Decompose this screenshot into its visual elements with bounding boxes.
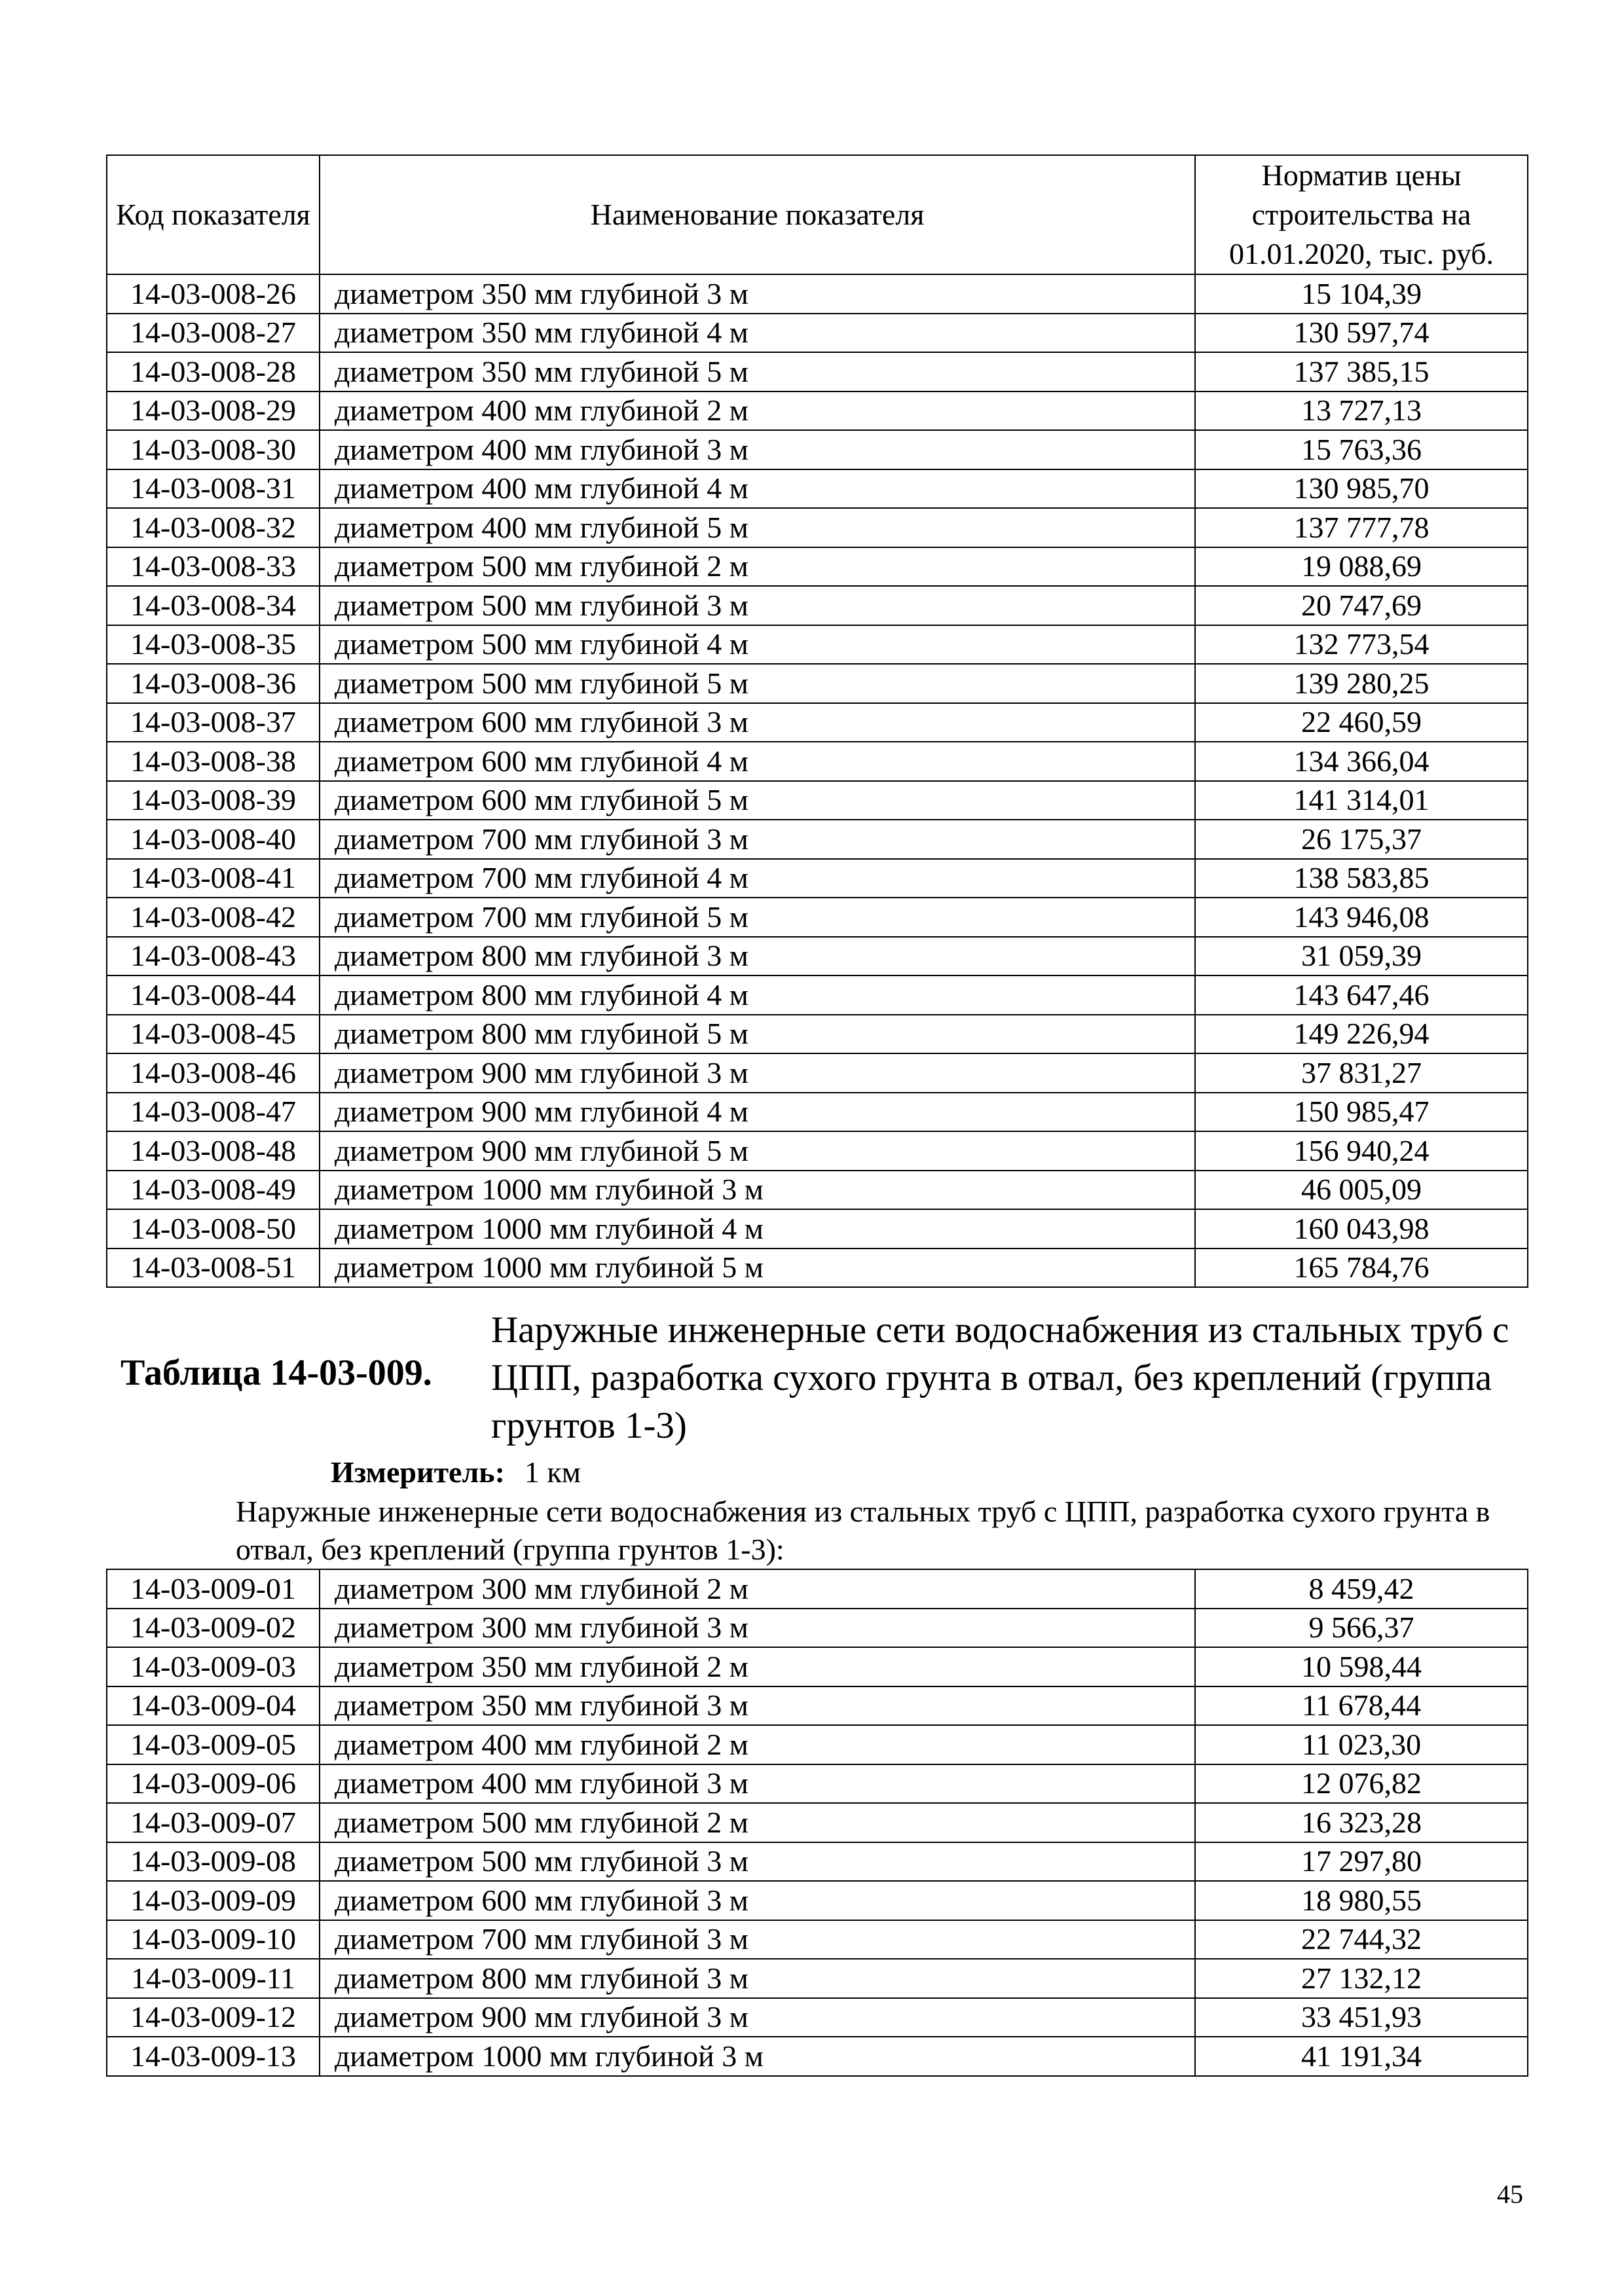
- row-name: диаметром 1000 мм глубиной 3 м: [320, 2037, 1195, 2076]
- table-row: [107, 1803, 1528, 1842]
- table-row: [107, 742, 1528, 781]
- table-row: [107, 1609, 1528, 1648]
- row-name: диаметром 900 мм глубиной 3 м: [320, 1998, 1195, 2037]
- table-row: [107, 1842, 1528, 1882]
- row-code: 14-03-009-11: [107, 1959, 320, 1998]
- measure-label: Измеритель:: [331, 1455, 505, 1489]
- table-row: [107, 2037, 1528, 2076]
- row-code: 14-03-008-35: [107, 625, 320, 665]
- row-code: 14-03-009-07: [107, 1803, 320, 1842]
- row-code: 14-03-008-36: [107, 664, 320, 703]
- row-name: диаметром 500 мм глубиной 2 м: [320, 1803, 1195, 1842]
- row-name: диаметром 400 мм глубиной 3 м: [320, 430, 1195, 469]
- row-name: диаметром 600 мм глубиной 3 м: [320, 703, 1195, 742]
- table-row: [107, 1209, 1528, 1248]
- row-code: 14-03-008-28: [107, 352, 320, 392]
- row-price: 139 280,25: [1195, 664, 1528, 703]
- row-code: 14-03-009-05: [107, 1725, 320, 1764]
- row-code: 14-03-009-03: [107, 1647, 320, 1686]
- table-row: [107, 937, 1528, 976]
- row-price: 27 132,12: [1195, 1959, 1528, 1998]
- row-price: 11 678,44: [1195, 1686, 1528, 1726]
- header-name: Наименование показателя: [320, 155, 1195, 274]
- table-row: [107, 1171, 1528, 1210]
- row-name: диаметром 350 мм глубиной 3 м: [320, 274, 1195, 314]
- row-name: диаметром 500 мм глубиной 4 м: [320, 625, 1195, 665]
- row-price: 46 005,09: [1195, 1171, 1528, 1210]
- row-code: 14-03-009-12: [107, 1998, 320, 2037]
- table-row: [107, 1959, 1528, 1998]
- row-code: 14-03-008-40: [107, 820, 320, 859]
- row-name: диаметром 600 мм глубиной 4 м: [320, 742, 1195, 781]
- table-caption-title: Наружные инженерные сети водоснабжения из стальных труб с ЦПП, разработка сухого грунта в отвал, без креплений (группа грунтов 1-3): [491, 1309, 1509, 1446]
- row-price: 13 727,13: [1195, 392, 1528, 431]
- row-code: 14-03-008-30: [107, 430, 320, 469]
- table-row: [107, 625, 1528, 665]
- row-code: 14-03-008-48: [107, 1131, 320, 1171]
- table-row: [107, 1920, 1528, 1959]
- table-row: [107, 392, 1528, 431]
- row-name: диаметром 350 мм глубиной 5 м: [320, 352, 1195, 392]
- table-caption-label: Таблица 14-03-009.: [120, 1353, 432, 1393]
- header-price: Норматив цены строительства на 01.01.2020, тыс. руб.: [1195, 155, 1528, 274]
- table1-body: [107, 274, 1528, 1287]
- row-name: диаметром 800 мм глубиной 5 м: [320, 1015, 1195, 1054]
- row-price: 20 747,69: [1195, 586, 1528, 625]
- section-intro-text: Наружные инженерные сети водоснабжения из стальных труб с ЦПП, разработка сухого грунта в отвал, без креплений (группа грунтов 1-3):: [236, 1495, 1490, 1566]
- table-row: [107, 314, 1528, 353]
- row-name: диаметром 700 мм глубиной 3 м: [320, 1920, 1195, 1959]
- row-name: диаметром 900 мм глубиной 4 м: [320, 1093, 1195, 1132]
- row-name: диаметром 800 мм глубиной 3 м: [320, 937, 1195, 976]
- price-table-14-03-009: [106, 1569, 1528, 2077]
- row-code: 14-03-009-13: [107, 2037, 320, 2076]
- table-row: [107, 1647, 1528, 1686]
- table-row: [107, 975, 1528, 1015]
- row-price: 130 597,74: [1195, 314, 1528, 353]
- row-price: 10 598,44: [1195, 1647, 1528, 1686]
- row-name: диаметром 500 мм глубиной 3 м: [320, 586, 1195, 625]
- table-row: [107, 1093, 1528, 1132]
- row-code: 14-03-008-41: [107, 859, 320, 898]
- row-code: 14-03-008-45: [107, 1015, 320, 1054]
- row-code: 14-03-008-37: [107, 703, 320, 742]
- row-price: 8 459,42: [1195, 1569, 1528, 1609]
- table-row: [107, 1015, 1528, 1054]
- row-price: 156 940,24: [1195, 1131, 1528, 1171]
- row-price: 17 297,80: [1195, 1842, 1528, 1882]
- row-name: диаметром 350 мм глубиной 2 м: [320, 1647, 1195, 1686]
- measure-line: [331, 1455, 581, 1489]
- row-code: 14-03-009-08: [107, 1842, 320, 1882]
- table-row: [107, 508, 1528, 547]
- row-price: 137 385,15: [1195, 352, 1528, 392]
- row-name: диаметром 600 мм глубиной 5 м: [320, 781, 1195, 820]
- row-code: 14-03-008-31: [107, 469, 320, 509]
- table-row: [107, 1686, 1528, 1726]
- row-code: 14-03-009-02: [107, 1609, 320, 1648]
- table-row: [107, 469, 1528, 509]
- row-name: диаметром 700 мм глубиной 5 м: [320, 898, 1195, 937]
- table-row: [107, 430, 1528, 469]
- row-price: 137 777,78: [1195, 508, 1528, 547]
- table-row: [107, 274, 1528, 314]
- row-price: 12 076,82: [1195, 1764, 1528, 1804]
- row-price: 9 566,37: [1195, 1609, 1528, 1648]
- row-price: 15 763,36: [1195, 430, 1528, 469]
- row-code: 14-03-008-47: [107, 1093, 320, 1132]
- row-name: диаметром 500 мм глубиной 5 м: [320, 664, 1195, 703]
- row-name: диаметром 400 мм глубиной 4 м: [320, 469, 1195, 509]
- row-code: 14-03-008-42: [107, 898, 320, 937]
- row-name: диаметром 800 мм глубиной 3 м: [320, 1959, 1195, 1998]
- row-price: 22 460,59: [1195, 703, 1528, 742]
- row-name: диаметром 800 мм глубиной 4 м: [320, 975, 1195, 1015]
- row-name: диаметром 1000 мм глубиной 5 м: [320, 1248, 1195, 1288]
- row-price: 165 784,76: [1195, 1248, 1528, 1288]
- row-name: диаметром 400 мм глубиной 2 м: [320, 1725, 1195, 1764]
- row-name: диаметром 500 мм глубиной 2 м: [320, 547, 1195, 587]
- table-row: [107, 547, 1528, 587]
- row-name: диаметром 700 мм глубиной 3 м: [320, 820, 1195, 859]
- row-price: 150 985,47: [1195, 1093, 1528, 1132]
- table-row: [107, 1248, 1528, 1288]
- row-price: 130 985,70: [1195, 469, 1528, 509]
- row-name: диаметром 900 мм глубиной 3 м: [320, 1053, 1195, 1093]
- row-code: 14-03-009-09: [107, 1881, 320, 1920]
- table-row: [107, 898, 1528, 937]
- table-row: [107, 1998, 1528, 2037]
- row-name: диаметром 900 мм глубиной 5 м: [320, 1131, 1195, 1171]
- row-name: диаметром 400 мм глубиной 3 м: [320, 1764, 1195, 1804]
- row-name: диаметром 300 мм глубиной 3 м: [320, 1609, 1195, 1648]
- row-code: 14-03-008-26: [107, 274, 320, 314]
- row-price: 33 451,93: [1195, 1998, 1528, 2037]
- row-code: 14-03-008-27: [107, 314, 320, 353]
- row-name: диаметром 300 мм глубиной 2 м: [320, 1569, 1195, 1609]
- row-code: 14-03-008-39: [107, 781, 320, 820]
- page-number: 45: [1497, 2179, 1523, 2209]
- row-code: 14-03-009-06: [107, 1764, 320, 1804]
- table-row: [107, 703, 1528, 742]
- row-code: 14-03-009-01: [107, 1569, 320, 1609]
- row-code: 14-03-008-43: [107, 937, 320, 976]
- row-price: 143 946,08: [1195, 898, 1528, 937]
- row-price: 16 323,28: [1195, 1803, 1528, 1842]
- row-price: 31 059,39: [1195, 937, 1528, 976]
- row-code: 14-03-008-46: [107, 1053, 320, 1093]
- row-price: 132 773,54: [1195, 625, 1528, 665]
- table-row: [107, 1131, 1528, 1171]
- row-price: 41 191,34: [1195, 2037, 1528, 2076]
- row-name: диаметром 500 мм глубиной 3 м: [320, 1842, 1195, 1882]
- header-code: Код показателя: [107, 155, 320, 274]
- row-price: 22 744,32: [1195, 1920, 1528, 1959]
- table-row: [107, 781, 1528, 820]
- row-name: диаметром 400 мм глубиной 5 м: [320, 508, 1195, 547]
- row-price: 19 088,69: [1195, 547, 1528, 587]
- row-name: диаметром 350 мм глубиной 4 м: [320, 314, 1195, 353]
- row-name: диаметром 400 мм глубиной 2 м: [320, 392, 1195, 431]
- row-code: 14-03-008-38: [107, 742, 320, 781]
- row-price: 138 583,85: [1195, 859, 1528, 898]
- row-code: 14-03-008-49: [107, 1171, 320, 1210]
- row-price: 15 104,39: [1195, 274, 1528, 314]
- row-code: 14-03-008-33: [107, 547, 320, 587]
- row-name: диаметром 600 мм глубиной 3 м: [320, 1881, 1195, 1920]
- table-row: [107, 352, 1528, 392]
- row-code: 14-03-009-04: [107, 1686, 320, 1726]
- row-code: 14-03-008-51: [107, 1248, 320, 1288]
- row-code: 14-03-008-32: [107, 508, 320, 547]
- row-name: диаметром 350 мм глубиной 3 м: [320, 1686, 1195, 1726]
- row-name: диаметром 1000 мм глубиной 4 м: [320, 1209, 1195, 1248]
- table-row: [107, 586, 1528, 625]
- table-header-row: [107, 155, 1528, 274]
- row-price: 143 647,46: [1195, 975, 1528, 1015]
- row-price: 160 043,98: [1195, 1209, 1528, 1248]
- row-price: 149 226,94: [1195, 1015, 1528, 1054]
- row-price: 141 314,01: [1195, 781, 1528, 820]
- table-row: [107, 1725, 1528, 1764]
- table-row: [107, 1569, 1528, 1609]
- measure-value: 1 км: [524, 1455, 581, 1489]
- row-name: диаметром 1000 мм глубиной 3 м: [320, 1171, 1195, 1210]
- table-row: [107, 859, 1528, 898]
- row-code: 14-03-008-50: [107, 1209, 320, 1248]
- row-code: 14-03-008-34: [107, 586, 320, 625]
- table-row: [107, 664, 1528, 703]
- table-row: [107, 820, 1528, 859]
- row-price: 11 023,30: [1195, 1725, 1528, 1764]
- table-row: [107, 1053, 1528, 1093]
- table-row: [107, 1764, 1528, 1804]
- row-code: 14-03-008-44: [107, 975, 320, 1015]
- row-price: 18 980,55: [1195, 1881, 1528, 1920]
- price-table-14-03-008: [106, 155, 1528, 1288]
- table-row: [107, 1881, 1528, 1920]
- row-price: 37 831,27: [1195, 1053, 1528, 1093]
- row-price: 26 175,37: [1195, 820, 1528, 859]
- row-code: 14-03-008-29: [107, 392, 320, 431]
- row-code: 14-03-009-10: [107, 1920, 320, 1959]
- row-price: 134 366,04: [1195, 742, 1528, 781]
- table2-body: [107, 1569, 1528, 2076]
- row-name: диаметром 700 мм глубиной 4 м: [320, 859, 1195, 898]
